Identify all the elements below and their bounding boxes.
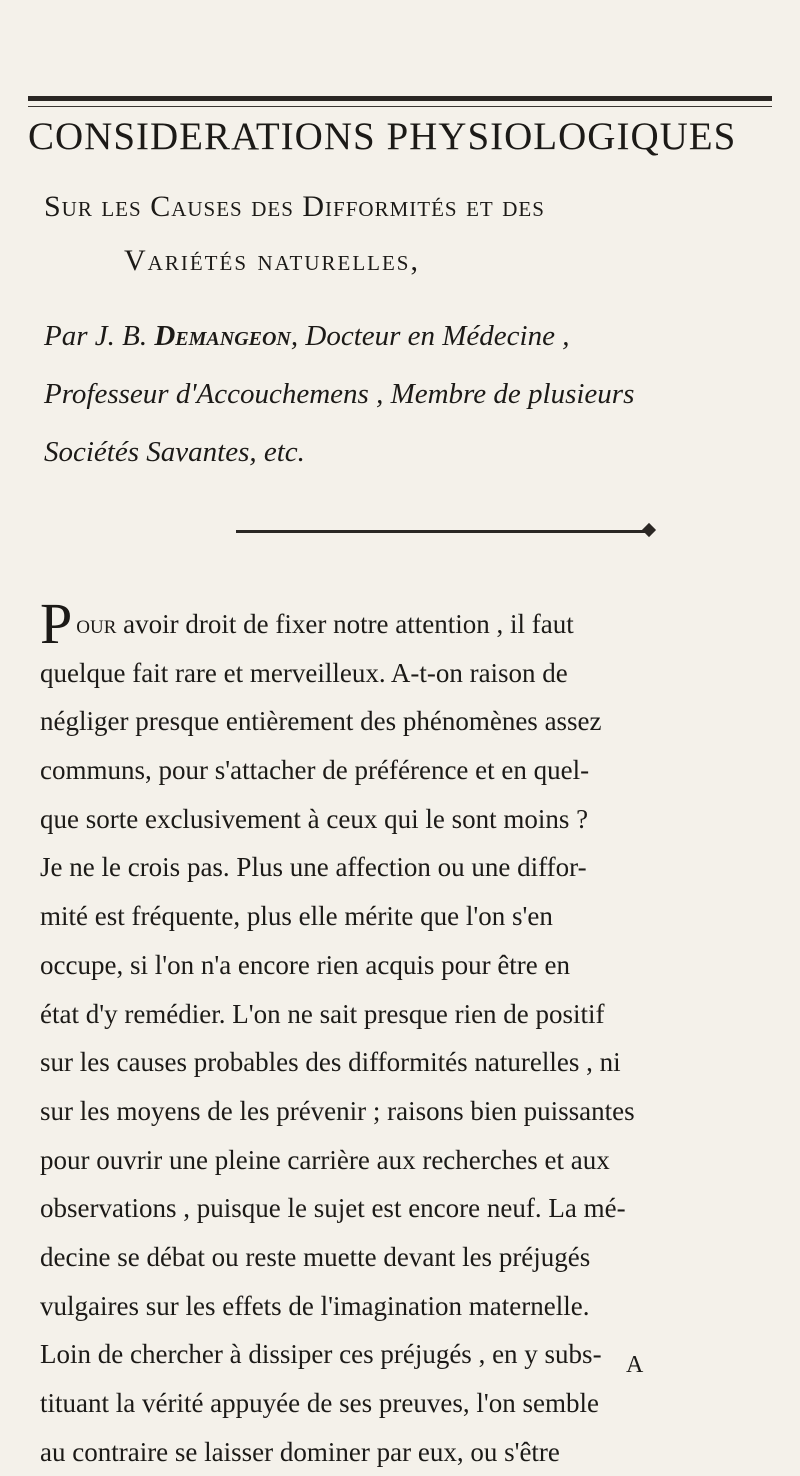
body-line: au contraire se laisser dominer par eux, ou s'être [40,1436,560,1467]
body-line: quelque fait rare et merveilleux. A-t-on raison de [40,657,568,688]
page-title: CONSIDERATIONS PHYSIOLOGIQUES [28,115,737,158]
body-line: pour ouvrir une pleine carrière aux recherches et aux [40,1144,610,1175]
body-line: négliger presque entièrement des phénomènes assez [40,706,602,737]
subtitle-line-2: Variétés naturelles, [124,244,420,277]
body-line: observations , puisque le sujet est encore neuf. La mé- [40,1193,626,1224]
top-rule-thin [28,106,772,107]
body-line: Pour avoir droit de fixer notre attention , il faut [40,591,574,656]
body-line: tituant la vérité appuyée de ses preuves, l'on semble [40,1388,599,1418]
subtitle-line-1: Sur les Causes des Difformités et des [44,190,545,223]
body-line: Je ne le crois pas. Plus une affection ou une diffor- [40,852,587,883]
author-line-1 [44,320,569,353]
body-text [40,591,780,1476]
separator-rule [236,530,652,533]
signature-mark: A [626,1352,644,1378]
body-line: communs, pour s'attacher de préférence et en quel- [40,755,590,786]
drop-cap: P [40,591,73,656]
first-word-rest: our [76,609,117,639]
body-line: que sorte exclusivement à ceux qui le sont moins ? [40,803,589,834]
author-prefix: Par J. B. [44,320,155,352]
separator-ornament [642,523,656,537]
body-line: sur les moyens de les prévenir ; raisons bien puissantes [40,1095,635,1126]
body-line: decine se débat ou reste muette devant les préjugés [40,1241,591,1272]
author-name: Demangeon [154,320,291,352]
author-line-2: Professeur d'Accouchemens , Membre de plusieurs [44,378,635,410]
top-rule [28,96,772,101]
body-line: Loin de chercher à dissiper ces préjugés , en y subs- [40,1339,602,1370]
body-line: occupe, si l'on n'a encore rien acquis pour être en [40,949,571,980]
author-title: , Docteur en Médecine , [290,320,570,352]
body-line: état d'y remédier. L'on ne sait presque rien de positif [40,998,605,1029]
body-line: mité est fréquente, plus elle mérite que l'on s'en [40,901,553,932]
author-line-3: Sociétés Savantes, etc. [44,436,305,468]
body-line: vulgaires sur les effets de l'imagination maternelle. [40,1290,590,1321]
body-line: sur les causes probables des difformités naturelles , ni [40,1047,621,1078]
